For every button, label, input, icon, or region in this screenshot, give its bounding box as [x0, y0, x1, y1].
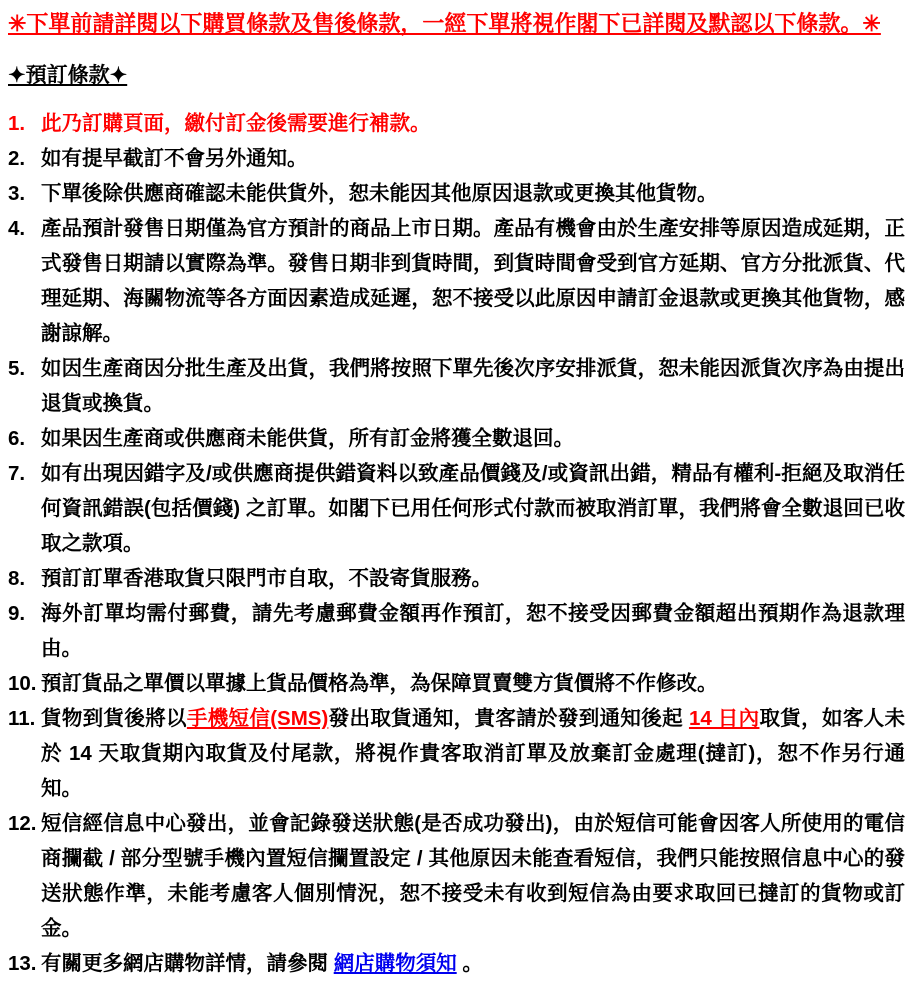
text-segment: 。 — [456, 952, 483, 975]
term-item-11 — [8, 701, 905, 806]
term-text — [41, 182, 718, 205]
term-item-4 — [8, 211, 905, 351]
term-item-5 — [8, 351, 905, 421]
term-text — [41, 812, 905, 940]
terms-list — [8, 106, 905, 981]
text-segment: 產品預計發售日期僅為官方預計的商品上市日期。產品有機會由於生產安排等原因造成延期，正式發售日期請以實際為準。發售日期非到貨時間，到貨時間會受到官方延期、官方分批派貨、代理延期、海關物流等各方面因素造成延遲，恕不接受以此原因申請訂金退款或更換其他貨物，感謝諒解。 — [41, 217, 905, 345]
term-item-7 — [8, 456, 905, 561]
text-segment: 如有提早截訂不會另外通知。 — [41, 147, 308, 170]
term-number: 10. — [8, 672, 37, 695]
term-text — [41, 952, 483, 975]
term-text — [41, 427, 574, 450]
term-item-9 — [8, 596, 905, 666]
text-segment: 發出取貨通知，貴客請於發到通知後起 — [328, 707, 689, 730]
text-segment: 如因生產商因分批生產及出貨，我們將按照下單先後次序安排派貨，恕未能因派貨次序為由提出退貨或換貨。 — [41, 357, 905, 415]
term-number: 5. — [8, 357, 26, 380]
term-number: 7. — [8, 462, 26, 485]
pickup-deadline-highlight: 14 日內 — [688, 707, 760, 730]
term-number: 8. — [8, 567, 26, 590]
term-text — [41, 462, 905, 555]
preorder-terms-heading: ✦預訂條款✦ — [8, 64, 128, 87]
notice-title: ✳下單前請詳閱以下購買條款及售後條款，一經下單將視作閣下已詳閱及默認以下條款。✳ — [8, 11, 881, 36]
term-item-8 — [8, 561, 905, 596]
term-number: 1. — [8, 112, 26, 135]
term-text — [41, 567, 492, 590]
term-number: 11. — [8, 707, 36, 730]
text-segment: 海外訂單均需付郵費，請先考慮郵費金額再作預訂，恕不接受因郵費金額超出預期作為退款理由。 — [41, 602, 905, 660]
term-item-1 — [8, 106, 905, 141]
text-segment: 預訂貨品之單價以單據上貨品價格為準，為保障買賣雙方貨價將不作修改。 — [41, 672, 718, 695]
sms-highlight: 手機短信(SMS) — [186, 707, 329, 730]
term-number: 9. — [8, 602, 26, 625]
text-segment: 此乃訂購頁面，繳付訂金後需要進行補款。 — [41, 112, 431, 135]
term-text — [41, 602, 905, 660]
term-item-2 — [8, 141, 905, 176]
term-text — [41, 147, 308, 170]
term-item-10 — [8, 666, 905, 701]
term-item-13 — [8, 946, 905, 981]
term-text — [41, 707, 905, 800]
term-item-12 — [8, 806, 905, 946]
term-text — [41, 672, 718, 695]
text-segment: 取貨，如客人未於 14 天取貨期內取貨及付尾款，將視作貴客取消訂單及放棄訂金處理(撻訂)，恕不作另行通知。 — [41, 707, 906, 800]
term-number: 13. — [8, 952, 37, 975]
term-text — [41, 112, 431, 135]
term-number: 3. — [8, 182, 26, 205]
text-segment: 下單後除供應商確認未能供貨外，恕未能因其他原因退款或更換其他貨物。 — [41, 182, 718, 205]
text-segment: 如果因生產商或供應商未能供貨，所有訂金將獲全數退回。 — [41, 427, 574, 450]
term-number: 12. — [8, 812, 37, 835]
term-number: 6. — [8, 427, 26, 450]
term-number: 4. — [8, 217, 26, 240]
shop-guide-link[interactable]: 網店購物須知 — [333, 952, 457, 975]
text-segment: 預訂訂單香港取貨只限門市自取，不設寄貨服務。 — [41, 567, 492, 590]
term-item-6 — [8, 421, 905, 456]
text-segment: 如有出現因錯字及/或供應商提供錯資料以致產品價錢及/或資訊出錯，精品有權利-拒絕及取消任何資訊錯誤(包括價錢) 之訂單。如閣下已用任何形式付款而被取消訂單，我們將會全數退回已收取之款項。 — [41, 462, 905, 555]
text-segment: 貨物到貨後將以 — [41, 707, 187, 730]
text-segment: 短信經信息中心發出，並會記錄發送狀態(是否成功發出)，由於短信可能會因客人所使用的電信商攔截 / 部分型號手機內置短信攔置設定 / 其他原因未能查看短信，我們只能按照信息中心的發送狀態作準，未能考慮客人個別情況，恕不接受未有收到短信為由要求取回已撻訂的貨物或訂金。 — [41, 812, 905, 940]
term-number: 2. — [8, 147, 26, 170]
text-segment: 有關更多網店購物詳情，請參閱 — [41, 952, 334, 975]
term-item-3 — [8, 176, 905, 211]
term-text — [41, 217, 905, 345]
term-text — [41, 357, 905, 415]
